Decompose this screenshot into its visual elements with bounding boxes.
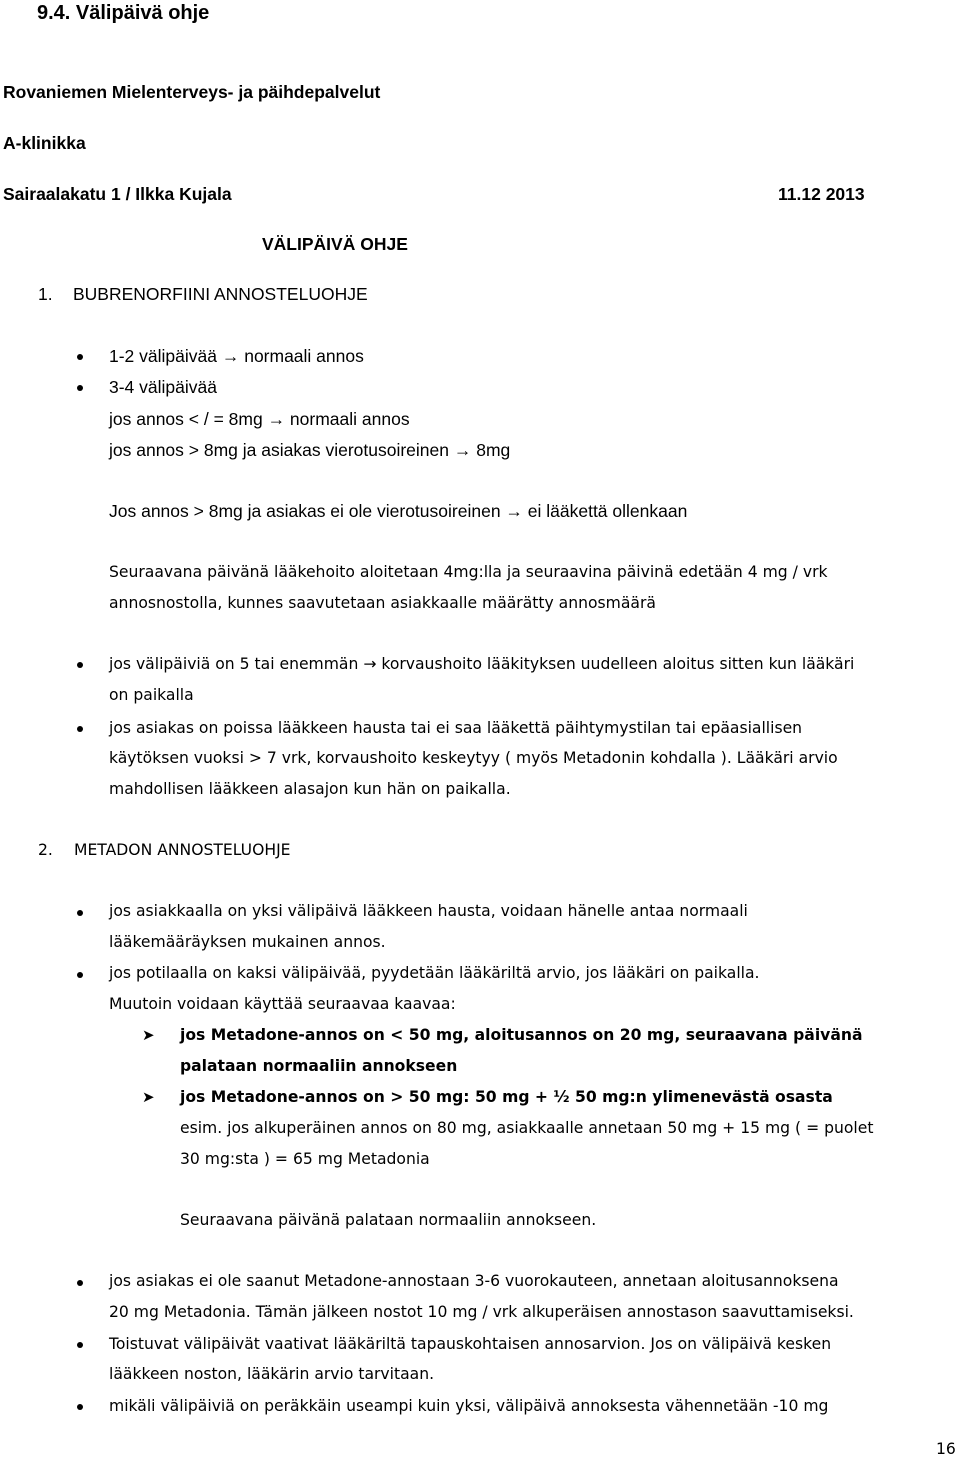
chevron-right-icon: ➤ [142,1026,155,1044]
s2-arrow-1-line-1: jos Metadone-annos on < 50 mg, aloitusannos on 20 mg, seuraavana päivänä [180,1026,863,1044]
s1-bullet-4-line-1: jos asiakas on poissa lääkkeen hausta tai ei saa lääkettä päihtymystilan tai epäasiallisen [109,719,803,737]
bullet-icon [77,354,83,360]
document-title: VÄLIPÄIVÄ OHJE [262,234,408,254]
document-date: 11.12 2013 [778,184,865,204]
section2-heading: METADON ANNOSTELUOHJE [74,841,291,859]
s1-bullet-1: 1-2 välipäivää → normaali annos [109,346,364,366]
s1-bullet-2: 3-4 välipäivää [109,377,217,397]
bullet-icon [77,1342,83,1348]
s2-bullet-5-line-1: mikäli välipäiviä on peräkkäin useampi kuin yksi, välipäivä annoksesta vähennetään -10 mg [109,1397,829,1415]
bullet-icon [77,972,83,978]
s2-bullet-4-line-2: lääkkeen noston, lääkärin arvio tarvitaan. [109,1365,435,1383]
unit-name: A-klinikka [3,133,86,153]
s1-no-withdrawal-line: Jos annos > 8mg ja asiakas ei ole vierotusoireinen → ei lääkettä ollenkaan [109,501,688,521]
page-number: 16 [936,1440,956,1458]
s2-bullet-2-line-1: jos potilaalla on kaksi välipäivää, pyydetään lääkäriltä arvio, jos lääkäri on paikalla. [109,964,760,982]
bullet-icon [77,662,83,668]
s2-bullet-4-line-1: Toistuvat välipäivät vaativat lääkäriltä tapauskohtaisen annosarvion. Jos on välipäivä kesken [109,1335,832,1353]
section2-number: 2. [38,841,53,859]
organization-name: Rovaniemen Mielenterveys- ja päihdepalvelut [3,82,381,102]
s2-bullet-3-line-2: 20 mg Metadonia. Tämän jälkeen nostot 10 mg / vrk alkuperäisen annostason saavuttamiseksi. [109,1303,854,1321]
s2-example-line-2: 30 mg:sta ) = 65 mg Metadonia [180,1150,430,1168]
s2-return-line: Seuraavana päivänä palataan normaaliin annokseen. [180,1211,597,1229]
s1-next-day-line-2: annosnostolla, kunnes saavutetaan asiakkaalle määrätty annosmäärä [109,594,656,612]
bullet-icon [77,1280,83,1286]
s2-arrow-1-line-2: palataan normaaliin annokseen [180,1057,458,1075]
s2-arrow-2-line-1: jos Metadone-annos on > 50 mg: 50 mg + ½ 50 mg:n ylimenevästä osasta [180,1088,833,1106]
s1-bullet-4-line-2: käytöksen vuoksi > 7 vrk, korvaushoito keskeytyy ( myös Metadonin kohdalla ). Lääkäri arvio [109,749,838,767]
bullet-icon [77,1404,83,1410]
section1-number: 1. [38,284,53,304]
s1-bullet-3-line-2: on paikalla [109,686,194,704]
s1-next-day-line-1: Seuraavana päivänä lääkehoito aloitetaan 4mg:lla ja seuraavina päivinä edetään 4 mg / vrk [109,563,828,581]
s1-bullet-3-line-1: jos välipäiviä on 5 tai enemmän → korvaushoito lääkityksen uudelleen aloitus sitten kun lääkäri [109,655,855,673]
s1-sub-1: jos annos < / = 8mg → normaali annos [109,409,410,429]
s2-bullet-1-line-2: lääkemääräyksen mukainen annos. [109,933,386,951]
s2-example-line-1: esim. jos alkuperäinen annos on 80 mg, asiakkaalle annetaan 50 mg + 15 mg ( = puolet [180,1119,874,1137]
address: Sairaalakatu 1 / Ilkka Kujala [3,184,232,204]
s1-bullet-4-line-3: mahdollisen lääkkeen alasajon kun hän on paikalla. [109,780,511,798]
section1-heading: BUBRENORFIINI ANNOSTELUOHJE [73,284,368,304]
chevron-right-icon: ➤ [142,1088,155,1106]
bullet-icon [77,910,83,916]
s2-bullet-3-line-1: jos asiakas ei ole saanut Metadone-annostaan 3-6 vuorokauteen, annetaan aloitusannoksena [109,1272,839,1290]
s2-bullet-2-line-2: Muutoin voidaan käyttää seuraavaa kaavaa: [109,995,456,1013]
s1-sub-2: jos annos > 8mg ja asiakas vierotusoireinen → 8mg [109,440,511,460]
section-title: 9.4. Välipäivä ohje [37,2,210,24]
s2-bullet-1-line-1: jos asiakkaalla on yksi välipäivä lääkkeen hausta, voidaan hänelle antaa normaali [109,902,748,920]
bullet-icon [77,385,83,391]
bullet-icon [77,726,83,732]
